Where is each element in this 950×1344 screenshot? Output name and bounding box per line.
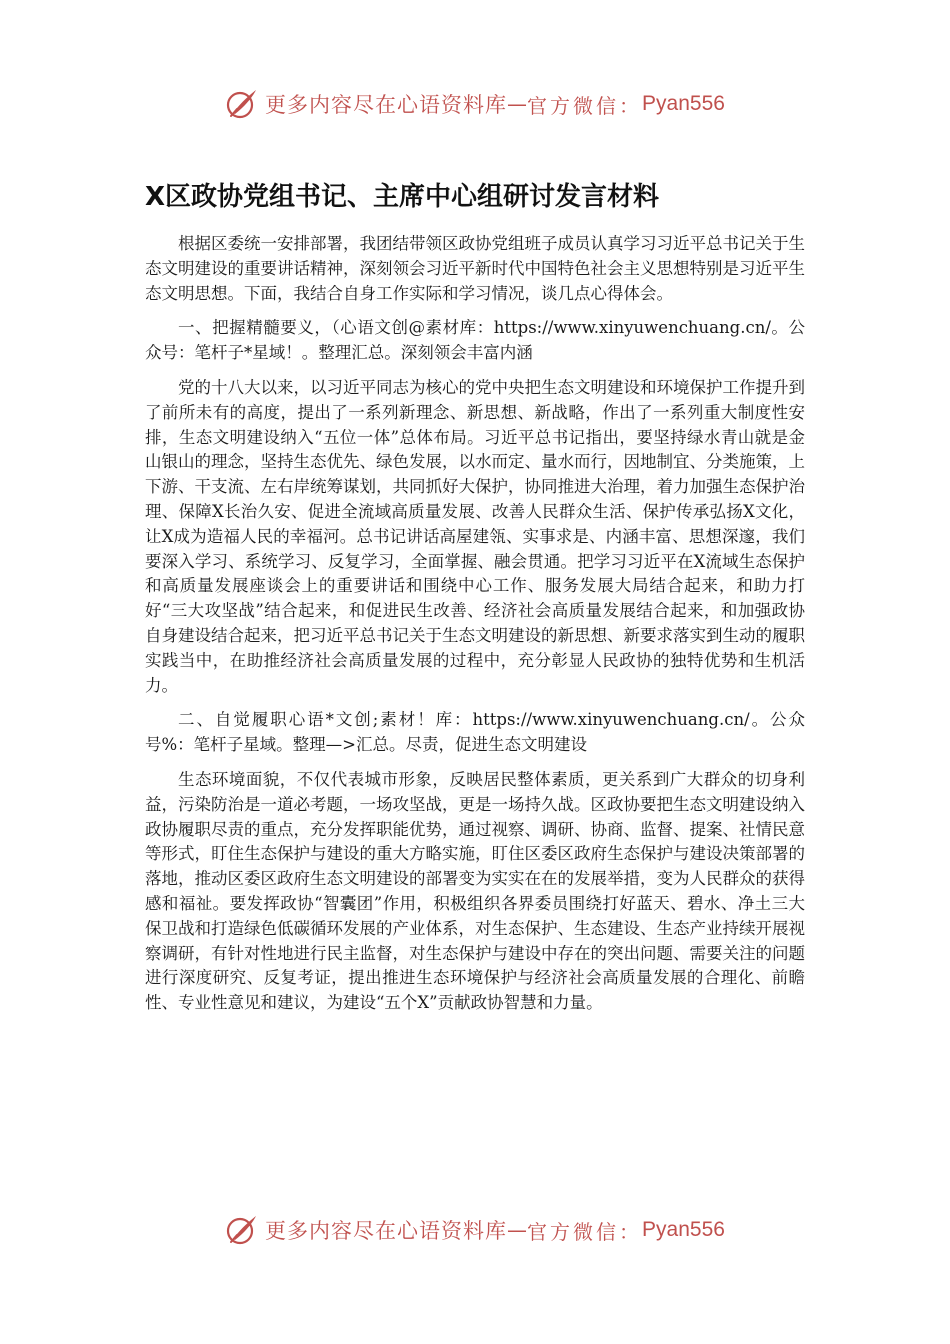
document-title: X区政协党组书记、主席中心组研讨发言材料 xyxy=(145,182,660,212)
watermark-wechat-label: 官方微信： xyxy=(527,93,643,118)
watermark-site-text: 更多内容尽在心语资料库 xyxy=(265,1219,508,1243)
quill-logo-icon xyxy=(225,87,259,121)
document-body xyxy=(145,232,805,1026)
watermark-dash: — xyxy=(507,92,528,116)
watermark-banner-top xyxy=(0,84,950,124)
paragraph-intro: 根据区委统一安排部署，我团结带领区政协党组班子成员认真学习习近平总书记关于生态文明建设的重要讲话精神，深刻领会习近平新时代中国特色社会主义思想特别是习近平生态文明思想。下面，我结合自身工作实际和学习情况，谈几点心得体会。 xyxy=(145,234,805,303)
quill-logo-icon xyxy=(225,1213,259,1247)
section-heading-1: 一、把握精髓要义，（心语文创@素材库：https://www.xinyuwenchuang.cn/。公众号：笔杆子*星域！。整理汇总。深刻领会丰富内涵 xyxy=(145,318,805,363)
watermark-wechat-id: Pyan556 xyxy=(642,92,725,115)
paragraph-section-2: 生态环境面貌，不仅代表城市形象，反映居民整体素质，更关系到广大群众的切身利益，污染防治是一道必考题，一场攻坚战，更是一场持久战。区政协要把生态文明建设纳入政协履职尽责的重点，充分发挥职能优势，通过视察、调研、协商、监督、提案、社情民意等形式，盯住生态保护与建设的重大方略实施，盯住区委区政府生态保护与建设决策部署的落地，推动区委区政府生态文明建设的部署变为实实在在的发展举措，变为人民群众的获得感和福祉。要发挥政协“智囊团”作用，积极组织各界委员围绕打好蓝天、碧水、净土三大保卫战和打造绿色低碳循环发展的产业体系，对生态保护、生态建设、生态产业持续开展视察调研，有针对性地进行民主监督，对生态保护与建设中存在的突出问题、需要关注的问题进行深度研究、反复考证，提出推进生态环境保护与经济社会高质量发展的合理化、前瞻性、专业性意见和建议，为建设“五个X”贡献政协智慧和力量。 xyxy=(145,769,805,1013)
watermark-banner-bottom xyxy=(0,1210,950,1250)
section-heading-2: 二、自觉履职心语*文创;素材！库：https://www.xinyuwenchuang.cn/。公众号%：笔杆子星域。整理—>汇总。尽责，促进生态文明建设 xyxy=(145,710,805,755)
watermark-wechat-label: 官方微信： xyxy=(527,1219,643,1244)
watermark-wechat-id: Pyan556 xyxy=(642,1218,725,1241)
watermark-site-text: 更多内容尽在心语资料库 xyxy=(265,93,508,117)
paragraph-section-1: 党的十八大以来，以习近平同志为核心的党中央把生态文明建设和环境保护工作提升到了前所未有的高度，提出了一系列新理念、新思想、新战略，作出了一系列重大制度性安排，生态文明建设纳入“五位一体”总体布局。习近平总书记指出，要坚持绿水青山就是金山银山的理念，坚持生态优先、绿色发展，以水而定、量水而行，因地制宜、分类施策，上下游、干支流、左右岸统筹谋划，共同抓好大保护，协同推进大治理，着力加强生态保护治理、保障X长治久安、促进全流域高质量发展、改善人民群众生活、保护传承弘扬X文化，让X成为造福人民的幸福河。总书记讲话高屋建瓴、实事求是、内涵丰富、思想深邃，我们要深入学习、系统学习、反复学习，全面掌握、融会贯通。把学习习近平在X流域生态保护和高质量发展座谈会上的重要讲话和围绕中心工作、服务发展大局结合起来，和助力打好“三大攻坚战”结合起来，和促进民生改善、经济社会高质量发展结合起来，和加强政协自身建设结合起来，把习近平总书记关于生态文明建设的新思想、新要求落实到生动的履职实践当中，在助推经济社会高质量发展的过程中，充分彰显人民政协的独特优势和生机活力。 xyxy=(145,377,805,695)
watermark-dash: — xyxy=(507,1218,528,1242)
